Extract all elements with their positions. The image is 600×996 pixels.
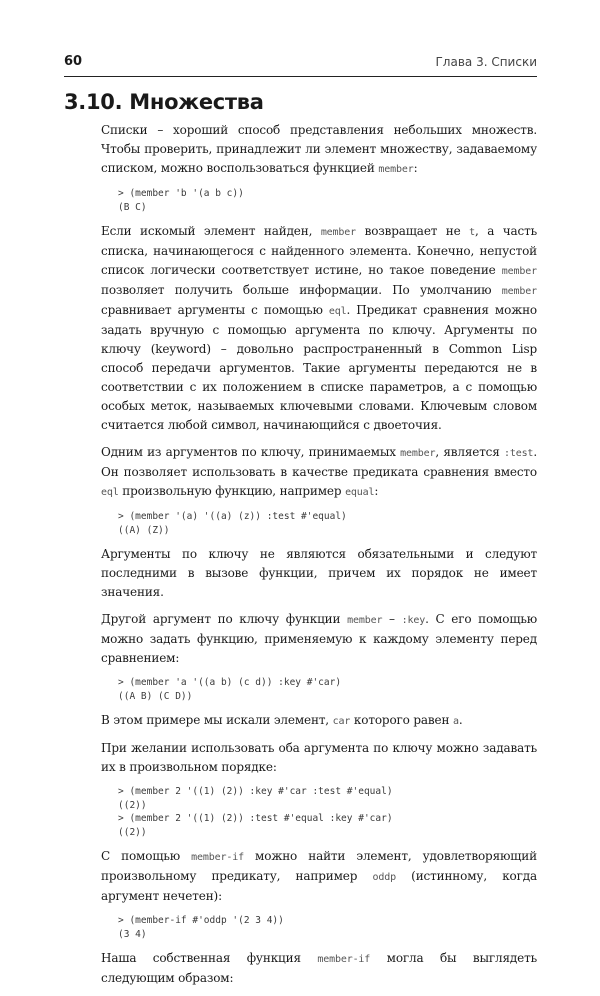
code-line: > (member 'a '((a b) (c d)) :key #'car)	[118, 677, 342, 688]
code-line: ((2))	[118, 799, 147, 811]
text-run: С помощью	[101, 849, 192, 863]
code-line: ((A B) (C D))	[118, 690, 193, 702]
text-run: Списки – хороший способ представления небольших множеств. Чтобы проверить, принадлежит ли элемент множеству, задаваемому списком, можно воспользоваться функцией	[101, 123, 537, 175]
text-run: которого равен	[350, 713, 454, 727]
inline-code: member-if	[317, 954, 371, 965]
inline-code: member-if	[191, 852, 244, 863]
code-line: > (member-if #'oddp '(2 3 4))	[118, 915, 284, 926]
inline-code: member	[501, 266, 537, 277]
code-line: > (member '(a) '((a) (z)) :test #'equal)	[118, 511, 347, 522]
text-run: . Он позволяет использовать в качестве предиката сравнения вместо	[101, 445, 537, 479]
paragraph	[101, 711, 537, 731]
inline-code: member	[400, 448, 436, 459]
page-number: 60	[64, 54, 83, 69]
code-line: (B C)	[118, 201, 147, 213]
inline-code: eql	[101, 487, 119, 498]
text-run: . Предикат сравнения можно задать вручную с помощью аргумента по ключу. Аргументы по ключу (keyword) – довольно распространенный в Common Lisp способ передачи аргументов. Такие аргументы передаются не в соответствии с их положением в списке параметров, а с помощью особых меток, называемых ключевыми словами. Ключевым словом считается любой символ, начинающийся с двоеточия.	[101, 303, 537, 432]
text-run: –	[382, 612, 402, 626]
text-run: Если искомый элемент найден,	[101, 224, 321, 238]
text-run: могла бы выглядеть следующим образом:	[101, 951, 537, 985]
paragraph	[101, 121, 537, 179]
text-run: можно найти элемент, удовлетворяющий произвольному предикату, например	[101, 849, 537, 883]
text-run: (истинному, когда аргумент нечетен):	[101, 869, 537, 903]
paragraph	[101, 949, 537, 988]
code-block	[118, 510, 537, 537]
text-run: Другой аргумент по ключу функции	[101, 612, 348, 626]
inline-code: equal	[345, 487, 375, 498]
text-run: Одним из аргументов по ключу, принимаемых	[101, 445, 401, 459]
text-run: При желании использовать оба аргумента по ключу можно задавать их в произвольном порядке:	[101, 741, 537, 774]
text-run: Наша собственная функция	[101, 951, 318, 965]
text-run: сравнивает аргументы с помощью	[101, 303, 329, 317]
text-run: возвращает не	[356, 224, 470, 238]
paragraph	[101, 222, 537, 435]
chapter-running-head: Глава 3. Списки	[435, 55, 537, 69]
inline-code: :test	[503, 448, 534, 459]
paragraph	[101, 610, 537, 668]
page-header	[64, 52, 537, 77]
text-run: произвольную функцию, например	[118, 484, 346, 498]
code-line: ((2))	[118, 826, 147, 838]
code-block	[118, 785, 537, 839]
text-run: . С его помощью можно задать функцию, применяемую к каждому элементу перед сравнением:	[101, 612, 538, 665]
inline-code: car	[332, 716, 351, 727]
code-line: (3 4)	[118, 928, 147, 940]
inline-code: oddp	[372, 872, 396, 883]
text-run: :	[374, 484, 379, 498]
inline-code: eql	[328, 306, 347, 317]
text-run: , является	[435, 445, 504, 459]
paragraph	[101, 443, 537, 502]
inline-code: :key	[401, 615, 426, 626]
inline-code: member	[501, 286, 537, 297]
inline-code: member	[378, 164, 414, 175]
page-body	[101, 121, 537, 996]
code-line: > (member 2 '((1) (2)) :key #'car :test #'equal)	[118, 786, 393, 797]
section-title: 3.10. Множества	[64, 90, 264, 114]
inline-code: member	[320, 227, 357, 238]
text-run: Аргументы по ключу не являются обязательными и следуют последними в вызове функции, причем их порядок не имеет значения.	[101, 547, 537, 599]
text-run: В этом примере мы искали элемент,	[101, 713, 333, 727]
inline-code: t	[469, 227, 476, 238]
code-block	[118, 676, 537, 703]
text-run: :	[413, 161, 418, 175]
paragraph	[101, 739, 537, 777]
code-line: ((A) (Z))	[118, 524, 170, 536]
text-run: .	[458, 713, 463, 727]
code-line: > (member 2 '((1) (2)) :test #'equal :key #'car)	[118, 813, 393, 824]
code-block	[118, 187, 537, 214]
paragraph	[101, 847, 537, 906]
code-line: > (member 'b '(a b c))	[118, 188, 244, 199]
inline-code: member	[347, 615, 383, 626]
code-block	[118, 914, 537, 941]
text-run: позволяет получить больше информации. По умолчанию	[101, 283, 502, 297]
paragraph	[101, 545, 537, 602]
text-run: , а часть списка, начинающегося с найденного элемента. Конечно, непустой список логически соответствует истине, но такое поведение	[101, 224, 537, 277]
inline-code: a	[453, 716, 459, 727]
